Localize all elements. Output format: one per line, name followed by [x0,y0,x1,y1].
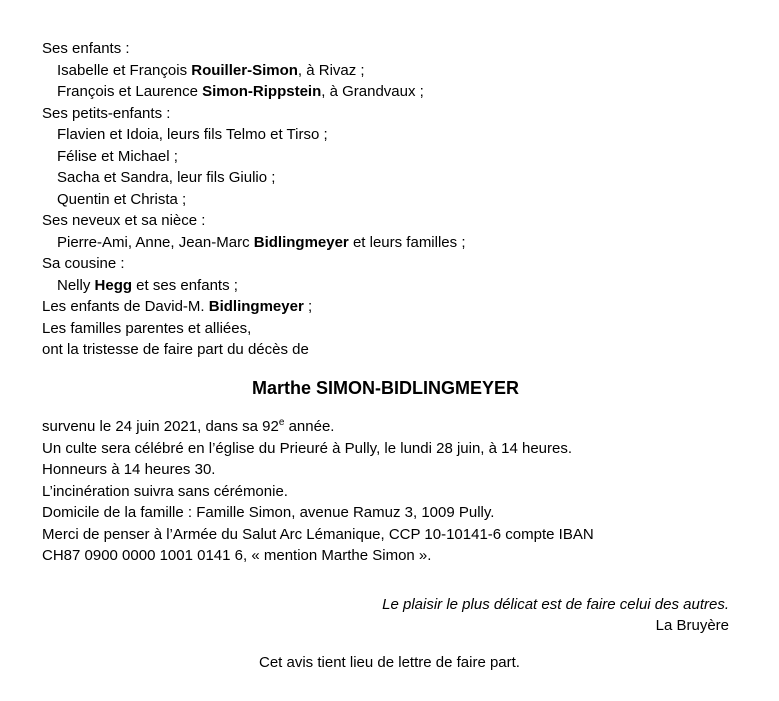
text-line: CH87 0900 0000 1001 0141 6, « mention Marthe Simon ». [42,547,432,564]
text-line: Merci de penser à l’Armée du Salut Arc Lémanique, CCP 10-10141-6 compte IBAN [42,525,594,543]
text-line: Flavien et Idoia, leurs fils Telmo et Tirso ; [57,126,328,143]
quote-block [42,594,729,637]
text-line: Honneurs à 14 heures 30. [42,461,216,478]
text-line: Pierre-Ami, Anne, Jean-Marc Bidlingmeyer et leurs familles ; [57,233,466,251]
text-line: Ses enfants : [42,40,130,57]
text-line: Sacha et Sandra, leur fils Giulio ; [57,169,276,186]
text-line: Isabelle et François Rouiller-Simon, à Rivaz ; [57,61,365,79]
text-line: Quentin et Christa ; [57,190,187,208]
text-line: ont la tristesse de faire part du décès de [42,341,309,358]
text-line: Ses neveux et sa nièce : [42,212,206,229]
relatives-section [42,38,729,361]
text-line: Ses petits-enfants : [42,104,171,122]
quote-attribution: La Bruyère [655,617,729,634]
text-line: François et Laurence Simon-Rippstein, à Grandvaux ; [57,83,424,100]
text-line: Les enfants de David-M. Bidlingmeyer ; [42,298,313,315]
text-line: survenu le 24 juin 2021, dans sa 92e année. [42,417,335,435]
text-line: Les familles parentes et alliées, [42,319,252,337]
closing-line: Cet avis tient lieu de lettre de faire part. [259,653,520,671]
text-line: Nelly Hegg et ses enfants ; [57,276,238,294]
text-line: Sa cousine : [42,255,125,272]
deceased-name: Marthe SIMON-BIDLINGMEYER [251,377,519,398]
text-line: L’incinération suivra sans cérémonie. [42,482,288,500]
funeral-details-section [42,416,729,567]
quote-text: Le plaisir le plus délicat est de faire celui des autres. [382,595,729,613]
text-line: Un culte sera célébré en l’église du Prieuré à Pully, le lundi 28 juin, à 14 heures. [42,439,573,457]
text-line: Domicile de la famille : Famille Simon, avenue Ramuz 3, 1009 Pully. [42,504,495,521]
text-line: Félise et Michael ; [57,147,178,165]
